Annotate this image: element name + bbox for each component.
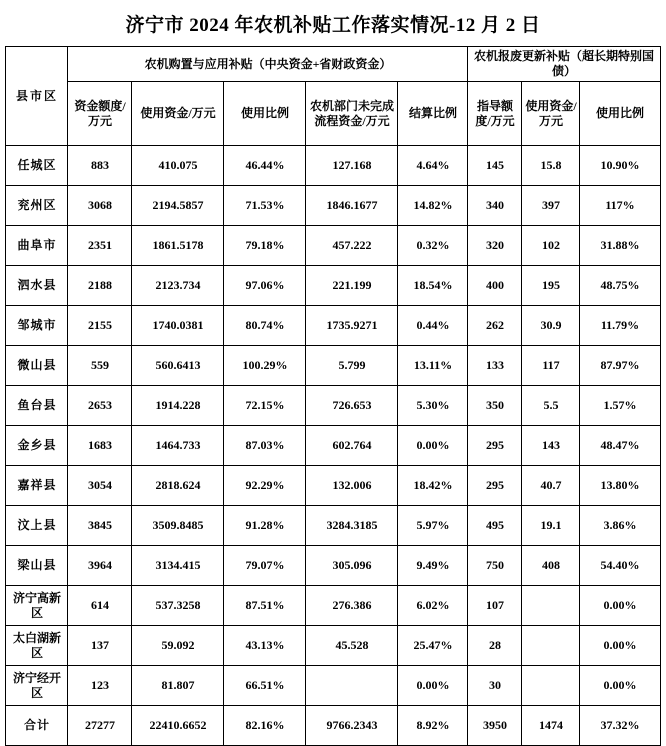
cell-purchase-rate: 87.51% [224,586,306,626]
cell-purchase-used: 2123.734 [132,266,224,306]
header-scrap-rate: 使用比例 [580,82,660,146]
cell-scrap-rate: 10.90% [580,146,660,186]
cell-scrap-used [522,586,580,626]
cell-scrap-rate: 87.97% [580,346,660,386]
cell-scrap-quota: 133 [468,346,522,386]
cell-purchase-used: 1740.0381 [132,306,224,346]
row-region: 任城区 [6,146,68,186]
table-row [6,546,660,586]
cell-scrap-quota: 3950 [468,706,522,746]
row-region-total: 合计 [6,706,68,746]
cell-scrap-quota: 400 [468,266,522,306]
cell-purchase-rate: 43.13% [224,626,306,666]
header-purchase-rate: 使用比例 [224,82,306,146]
cell-settle-rate: 5.97% [398,506,468,546]
cell-purchase-pending: 457.222 [306,226,398,266]
cell-purchase-pending: 1846.1677 [306,186,398,226]
cell-scrap-rate: 0.00% [580,666,660,706]
table-row [6,506,660,546]
cell-purchase-pending: 726.653 [306,386,398,426]
cell-purchase-quota: 137 [68,626,132,666]
cell-purchase-rate: 82.16% [224,706,306,746]
cell-purchase-used: 81.807 [132,666,224,706]
cell-settle-rate: 8.92% [398,706,468,746]
cell-scrap-rate: 48.75% [580,266,660,306]
cell-purchase-rate: 80.74% [224,306,306,346]
row-region: 嘉祥县 [6,466,68,506]
cell-purchase-used: 59.092 [132,626,224,666]
cell-settle-rate: 5.30% [398,386,468,426]
cell-settle-rate: 25.47% [398,626,468,666]
cell-scrap-used [522,666,580,706]
cell-purchase-pending: 45.528 [306,626,398,666]
table-row [6,626,660,666]
cell-purchase-quota: 3068 [68,186,132,226]
cell-scrap-rate: 0.00% [580,586,660,626]
subsidy-table [5,46,660,746]
header-purchase-quota: 资金额度/万元 [68,82,132,146]
cell-scrap-quota: 495 [468,506,522,546]
cell-purchase-used: 1464.733 [132,426,224,466]
cell-purchase-pending: 276.386 [306,586,398,626]
table-row [6,346,660,386]
cell-scrap-quota: 350 [468,386,522,426]
cell-scrap-rate: 11.79% [580,306,660,346]
row-region: 兖州区 [6,186,68,226]
cell-scrap-rate: 117% [580,186,660,226]
cell-scrap-quota: 340 [468,186,522,226]
cell-purchase-quota: 3845 [68,506,132,546]
cell-settle-rate: 0.00% [398,666,468,706]
cell-scrap-used: 143 [522,426,580,466]
row-region: 曲阜市 [6,226,68,266]
cell-purchase-pending: 221.199 [306,266,398,306]
cell-scrap-used: 117 [522,346,580,386]
cell-purchase-used: 3134.415 [132,546,224,586]
cell-scrap-rate: 13.80% [580,466,660,506]
row-region: 泗水县 [6,266,68,306]
cell-purchase-pending: 3284.3185 [306,506,398,546]
table-head [6,47,660,146]
table-row [6,306,660,346]
row-region: 济宁经开区 [6,666,68,706]
cell-purchase-rate: 66.51% [224,666,306,706]
cell-purchase-rate: 92.29% [224,466,306,506]
cell-purchase-quota: 27277 [68,706,132,746]
cell-purchase-pending [306,666,398,706]
cell-scrap-used [522,626,580,666]
cell-purchase-used: 560.6413 [132,346,224,386]
cell-scrap-rate: 48.47% [580,426,660,466]
cell-purchase-quota: 123 [68,666,132,706]
row-region: 鱼台县 [6,386,68,426]
cell-purchase-used: 22410.6652 [132,706,224,746]
table-row [6,466,660,506]
cell-purchase-quota: 2155 [68,306,132,346]
cell-scrap-quota: 145 [468,146,522,186]
cell-purchase-used: 3509.8485 [132,506,224,546]
cell-scrap-used: 5.5 [522,386,580,426]
cell-settle-rate: 18.54% [398,266,468,306]
cell-purchase-quota: 2188 [68,266,132,306]
row-region: 微山县 [6,346,68,386]
cell-scrap-rate: 0.00% [580,626,660,666]
table-row [6,426,660,466]
row-region: 汶上县 [6,506,68,546]
table-header-sub-row [6,82,660,146]
table-row [6,586,660,626]
cell-settle-rate: 0.44% [398,306,468,346]
cell-scrap-used: 397 [522,186,580,226]
cell-settle-rate: 0.32% [398,226,468,266]
cell-settle-rate: 14.82% [398,186,468,226]
cell-scrap-used: 15.8 [522,146,580,186]
header-scrap-quota: 指导额度/万元 [468,82,522,146]
cell-purchase-rate: 100.29% [224,346,306,386]
cell-scrap-used: 195 [522,266,580,306]
cell-settle-rate: 18.42% [398,466,468,506]
cell-scrap-used: 102 [522,226,580,266]
cell-settle-rate: 0.00% [398,426,468,466]
cell-purchase-quota: 614 [68,586,132,626]
cell-purchase-rate: 46.44% [224,146,306,186]
cell-purchase-quota: 3964 [68,546,132,586]
cell-scrap-used: 30.9 [522,306,580,346]
cell-scrap-used: 40.7 [522,466,580,506]
cell-purchase-used: 1861.5178 [132,226,224,266]
cell-purchase-quota: 2653 [68,386,132,426]
header-group-scrap: 农机报废更新补贴（超长期特别国债） [468,47,660,82]
table-row [6,266,660,306]
cell-scrap-rate: 1.57% [580,386,660,426]
cell-scrap-quota: 750 [468,546,522,586]
header-group-purchase: 农机购置与应用补贴（中央资金+省财政资金） [68,47,468,82]
header-region: 县市区 [6,47,68,146]
cell-purchase-rate: 71.53% [224,186,306,226]
cell-purchase-rate: 97.06% [224,266,306,306]
table-row [6,386,660,426]
cell-purchase-rate: 79.07% [224,546,306,586]
header-purchase-used: 使用资金/万元 [132,82,224,146]
cell-purchase-pending: 132.006 [306,466,398,506]
cell-scrap-rate: 54.40% [580,546,660,586]
header-scrap-used: 使用资金/万元 [522,82,580,146]
table-row [6,666,660,706]
cell-scrap-rate: 37.32% [580,706,660,746]
cell-scrap-quota: 295 [468,466,522,506]
table-row [6,146,660,186]
cell-purchase-rate: 72.15% [224,386,306,426]
cell-purchase-rate: 79.18% [224,226,306,266]
cell-purchase-pending: 9766.2343 [306,706,398,746]
cell-purchase-used: 1914.228 [132,386,224,426]
cell-purchase-pending: 127.168 [306,146,398,186]
cell-purchase-used: 410.075 [132,146,224,186]
table-row [6,186,660,226]
row-region: 梁山县 [6,546,68,586]
cell-settle-rate: 4.64% [398,146,468,186]
row-region: 邹城市 [6,306,68,346]
table-header-group-row [6,47,660,82]
table-row [6,226,660,266]
cell-scrap-used: 408 [522,546,580,586]
cell-settle-rate: 6.02% [398,586,468,626]
cell-scrap-used: 1474 [522,706,580,746]
page-title: 济宁市 2024 年农机补贴工作落实情况-12 月 2 日 [125,15,541,36]
cell-purchase-quota: 1683 [68,426,132,466]
cell-purchase-rate: 87.03% [224,426,306,466]
cell-scrap-rate: 31.88% [580,226,660,266]
table-body [6,146,660,746]
row-region: 济宁高新区 [6,586,68,626]
cell-purchase-quota: 2351 [68,226,132,266]
cell-purchase-used: 2194.5857 [132,186,224,226]
cell-scrap-quota: 262 [468,306,522,346]
cell-purchase-pending: 1735.9271 [306,306,398,346]
row-region: 太白湖新区 [6,626,68,666]
cell-purchase-quota: 883 [68,146,132,186]
cell-purchase-pending: 305.096 [306,546,398,586]
cell-purchase-pending: 5.799 [306,346,398,386]
cell-scrap-rate: 3.86% [580,506,660,546]
cell-scrap-quota: 28 [468,626,522,666]
cell-scrap-quota: 295 [468,426,522,466]
cell-purchase-quota: 559 [68,346,132,386]
row-region: 金乡县 [6,426,68,466]
cell-scrap-used: 19.1 [522,506,580,546]
cell-settle-rate: 9.49% [398,546,468,586]
cell-purchase-used: 2818.624 [132,466,224,506]
table-total-row [6,706,660,746]
cell-scrap-quota: 320 [468,226,522,266]
header-purchase-pending: 农机部门未完成流程资金/万元 [306,82,398,146]
cell-purchase-quota: 3054 [68,466,132,506]
cell-scrap-quota: 30 [468,666,522,706]
cell-purchase-rate: 91.28% [224,506,306,546]
header-purchase-settle-rate: 结算比例 [398,82,468,146]
cell-settle-rate: 13.11% [398,346,468,386]
cell-scrap-quota: 107 [468,586,522,626]
cell-purchase-pending: 602.764 [306,426,398,466]
cell-purchase-used: 537.3258 [132,586,224,626]
